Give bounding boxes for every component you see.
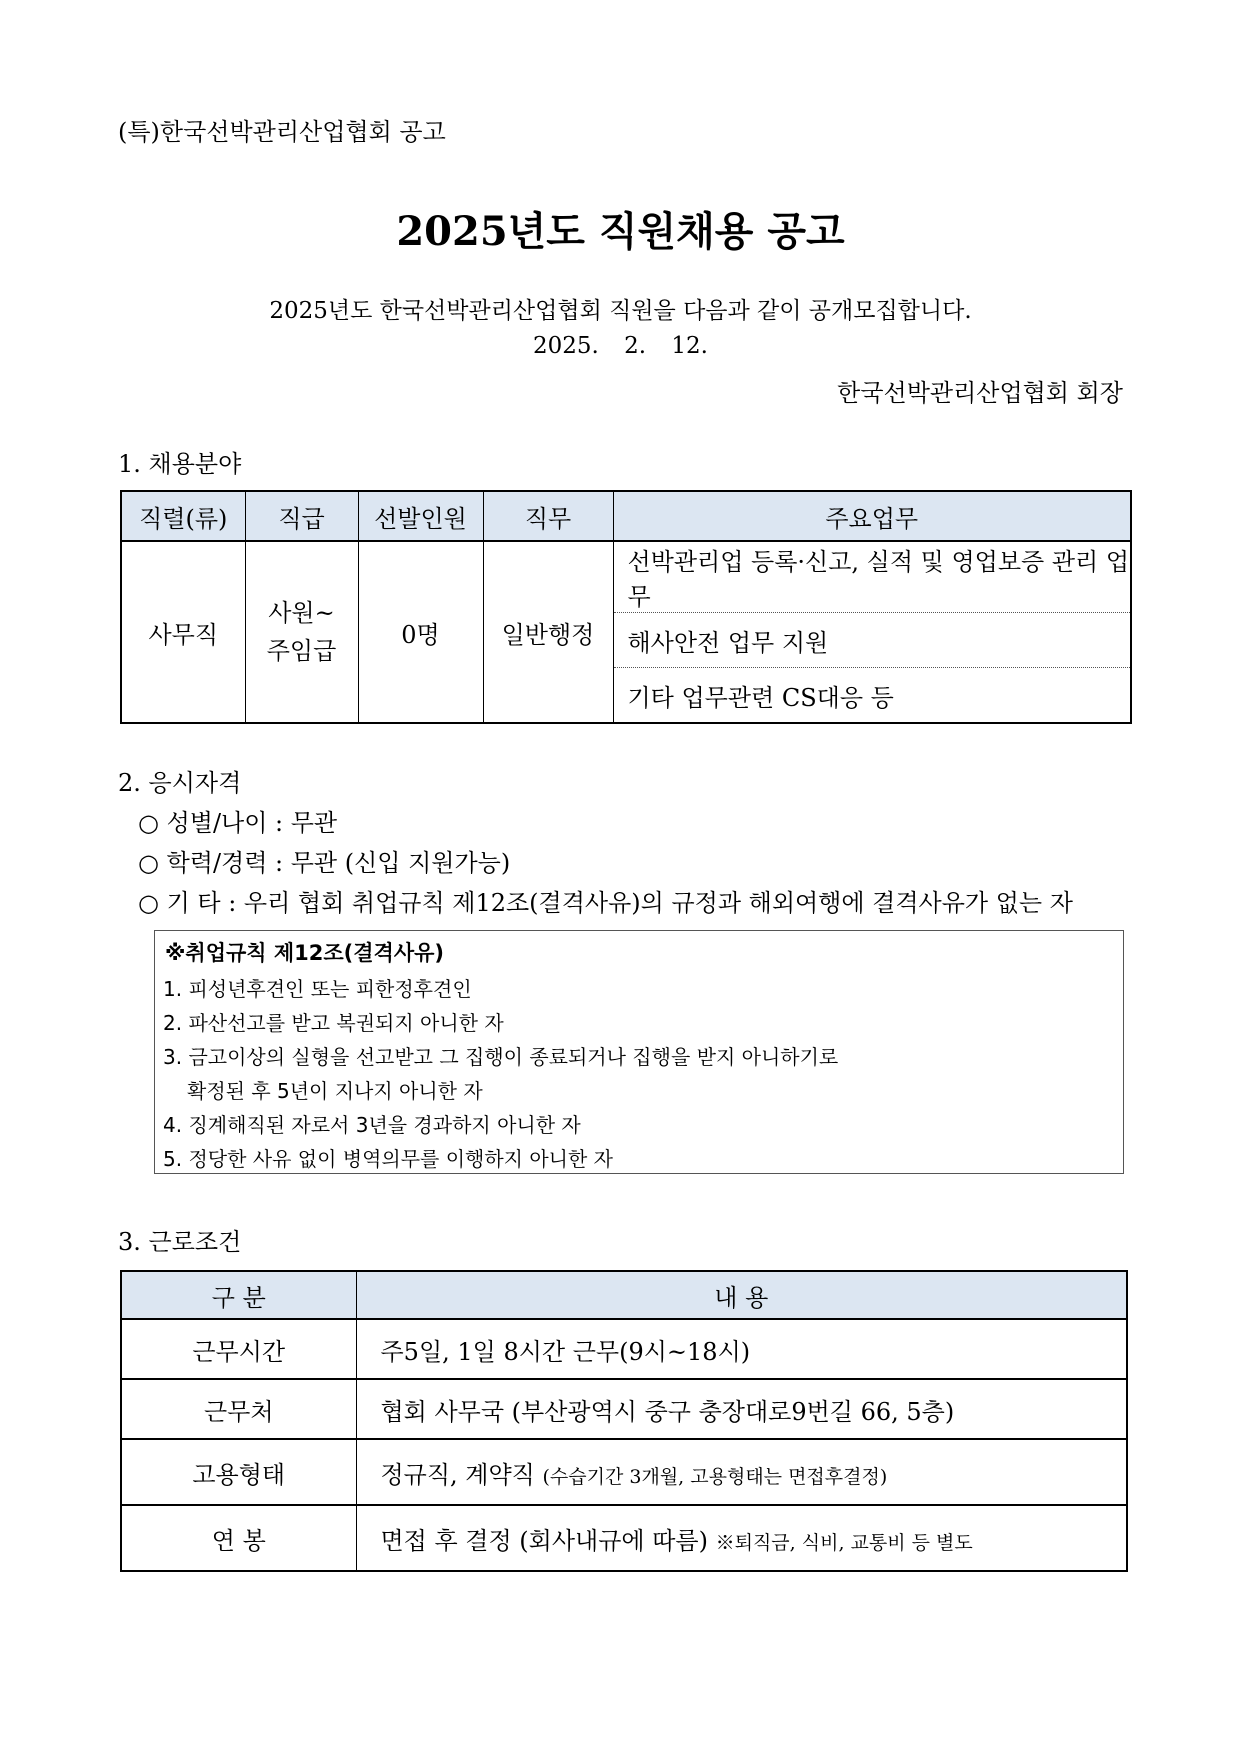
- column-header: 내 용: [356, 1271, 1127, 1319]
- condition-content: [356, 1379, 1127, 1439]
- job-cell: 일반행정: [483, 541, 613, 723]
- section2-heading: 2. 응시자격: [118, 769, 242, 797]
- recruitment-table: [120, 490, 1132, 724]
- rule-line: 4. 징계해직된 자로서 3년을 경과하지 아니한 자: [163, 1113, 581, 1137]
- org-notice: (특)한국선박관리산업협회 공고: [118, 118, 446, 146]
- table-header-row: [121, 1271, 1127, 1319]
- condition-content: [356, 1505, 1127, 1571]
- rule-line: 확정된 후 5년이 지나지 아니한 자: [187, 1079, 483, 1103]
- condition-label: 고용형태: [121, 1439, 356, 1505]
- grade-line: 사원~: [268, 599, 335, 627]
- condition-note: (수습기간 3개월, 고용형태는 면접후결정): [542, 1465, 888, 1488]
- table-row: [121, 1379, 1127, 1439]
- column-header: 구 분: [121, 1271, 356, 1319]
- column-header: 직무: [483, 491, 613, 541]
- grade-cell: [245, 541, 358, 723]
- intro-text: 2025년도 한국선박관리산업협회 직원을 다음과 같이 공개모집합니다.: [269, 298, 972, 324]
- section3-heading: 3. 근로조건: [118, 1228, 242, 1256]
- headcount-cell: 0명: [358, 541, 483, 723]
- rule-box-title: ※취업규칙 제12조(결격사유): [165, 941, 445, 965]
- table-row: [121, 1439, 1127, 1505]
- rule-line: 2. 파산선고를 받고 복권되지 아니한 자: [163, 1011, 504, 1035]
- rule-line: 5. 정당한 사유 없이 병역의무를 이행하지 아니한 자: [163, 1147, 613, 1171]
- condition-note: ※퇴직금, 식비, 교통비 등 별도: [715, 1531, 973, 1554]
- signature: 한국선박관리산업협회 회장: [837, 379, 1123, 407]
- grade-line: 주임급: [266, 637, 337, 665]
- qualification-item: ○ 기 타 : 우리 협회 취업규칙 제12조(결격사유)의 규정과 해외여행에 결격사유가 없는 자: [138, 889, 1073, 917]
- series-cell: 사무직: [121, 541, 245, 723]
- table-row: [121, 1319, 1127, 1379]
- condition-label: 연 봉: [121, 1505, 356, 1571]
- condition-label: 근무시간: [121, 1319, 356, 1379]
- working-conditions-table: [120, 1270, 1128, 1572]
- table-row: [121, 1505, 1127, 1571]
- condition-text: 주5일, 1일 8시간 근무(9시~18시): [380, 1337, 751, 1366]
- column-header: 선발인원: [358, 491, 483, 541]
- condition-text: 면접 후 결정 (회사내규에 따름): [380, 1526, 708, 1555]
- column-header: 주요업무: [613, 491, 1131, 541]
- condition-text: 협회 사무국 (부산광역시 중구 충장대로9번길 66, 5층): [380, 1397, 955, 1426]
- column-header: 직렬(류): [121, 491, 245, 541]
- duty-cell: 해사안전 업무 지원: [613, 613, 1131, 668]
- condition-text: 정규직, 계약직: [380, 1460, 535, 1489]
- duty-cell: 선박관리업 등록·신고, 실적 및 영업보증 관리 업무: [613, 541, 1131, 613]
- table-row: [121, 541, 1131, 613]
- condition-label: 근무처: [121, 1379, 356, 1439]
- rule-line: 1. 피성년후견인 또는 피한정후견인: [163, 977, 472, 1001]
- rule-box: [154, 930, 1124, 1174]
- duty-cell: 기타 업무관련 CS대응 등: [613, 668, 1131, 724]
- qualification-item: ○ 학력/경력 : 무관 (신입 지원가능): [138, 849, 511, 877]
- condition-content: [356, 1439, 1127, 1505]
- section1-heading: 1. 채용분야: [118, 450, 242, 478]
- condition-content: [356, 1319, 1127, 1379]
- notice-date: 2025. 2. 12.: [533, 333, 708, 359]
- page-title: 2025년도 직원채용 공고: [396, 208, 845, 255]
- qualification-item: ○ 성별/나이 : 무관: [138, 809, 338, 837]
- table-header-row: [121, 491, 1131, 541]
- column-header: 직급: [245, 491, 358, 541]
- rule-line: 3. 금고이상의 실형을 선고받고 그 집행이 종료되거나 집행을 받지 아니하기로: [163, 1045, 839, 1069]
